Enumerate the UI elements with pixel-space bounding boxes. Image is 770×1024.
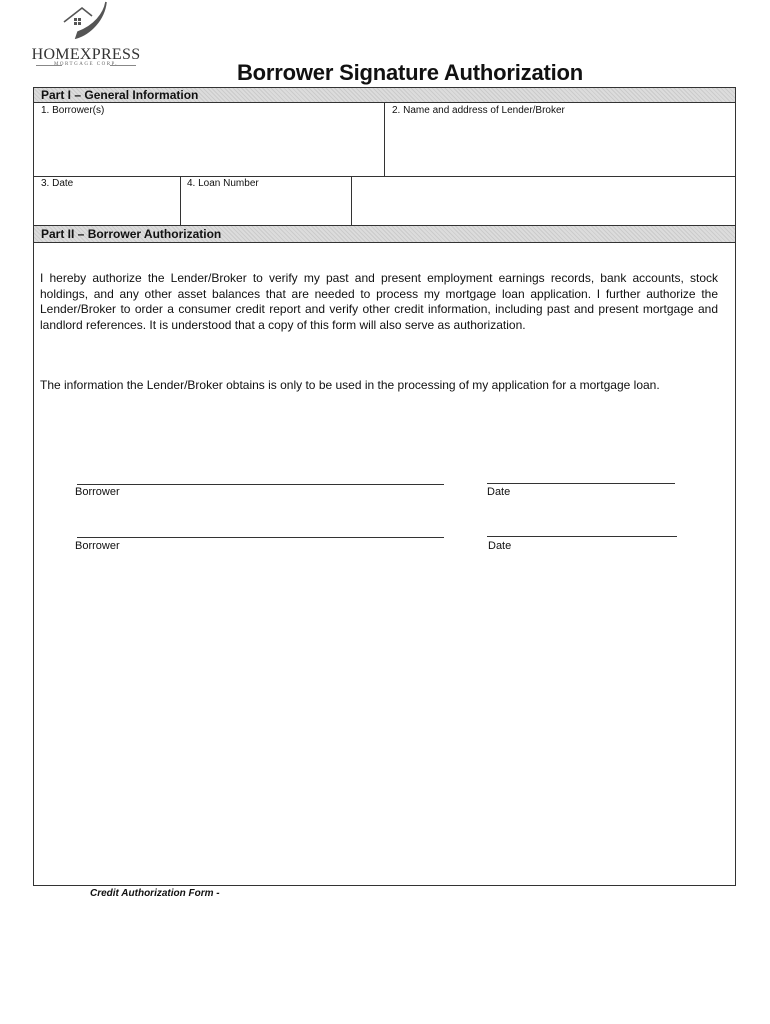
divider: [34, 176, 735, 177]
divider: [351, 176, 352, 225]
date-signature-line[interactable]: [487, 483, 675, 484]
part2-heading-band: [34, 225, 735, 243]
borrowers-field[interactable]: [35, 117, 383, 175]
loan-number-field[interactable]: [182, 190, 349, 224]
borrower-signature-label: Borrower: [75, 486, 120, 498]
part1-heading-band: [34, 87, 735, 103]
loan-number-label: 4. Loan Number: [187, 178, 259, 189]
part1-heading: Part I – General Information: [41, 88, 199, 102]
divider: [384, 103, 385, 176]
logo-wordmark: HOMEXPRESS: [31, 46, 141, 63]
form-footer: Credit Authorization Form -: [90, 888, 220, 899]
borrower-signature-label: Borrower: [75, 540, 120, 552]
part2-heading: Part II – Borrower Authorization: [41, 227, 222, 241]
date-signature-label: Date: [487, 486, 511, 498]
usage-paragraph: The information the Lender/Broker obtains is only to be used in the processing of my application for a mortgage loan.: [40, 378, 660, 392]
date-label: 3. Date: [41, 178, 74, 189]
lender-broker-field[interactable]: [386, 117, 734, 175]
lender-broker-label: 2. Name and address of Lender/Broker: [392, 105, 565, 116]
extra-field[interactable]: [353, 178, 734, 224]
divider: [180, 176, 181, 225]
date-signature-line[interactable]: [487, 536, 677, 537]
borrower-signature-line[interactable]: [77, 484, 444, 485]
form-title: Borrower Signature Authorization: [236, 60, 584, 85]
borrower-signature-line[interactable]: [77, 537, 444, 538]
borrowers-label: 1. Borrower(s): [41, 105, 105, 116]
logo-tagline: MORTGAGE CORP.: [53, 62, 119, 67]
authorization-paragraph: I hereby authorize the Lender/Broker to verify my past and present employment earnings records, bank accounts, stock holdings, and any other asset balances that are needed to process my mortgage loan application. I further authorize the Lender/Broker to order a consumer credit report and verify other credit information, including past and present mortgage and landlord references. It is understood that a copy of this form will also serve as authorization.: [40, 271, 718, 332]
date-signature-label: Date: [488, 540, 512, 552]
date-field[interactable]: [35, 190, 179, 224]
house-icon: [64, 2, 106, 38]
